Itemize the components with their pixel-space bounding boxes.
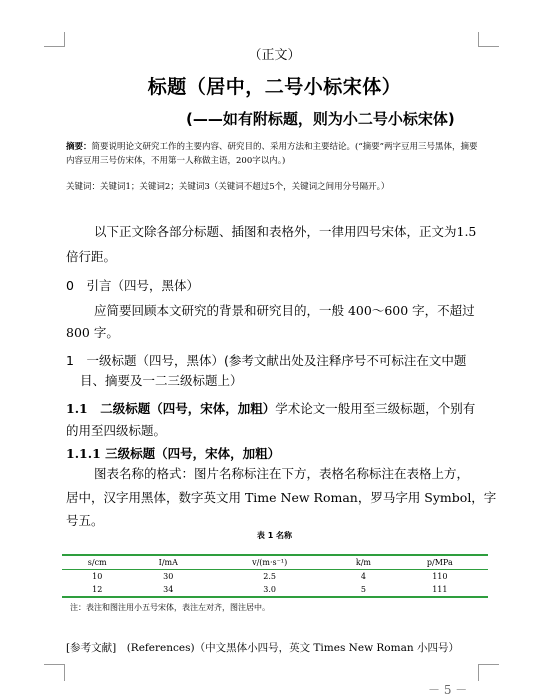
- abstract-label: 摘要：: [66, 142, 92, 152]
- table-cell: 2.5: [263, 572, 277, 581]
- table-cell: 4: [360, 572, 366, 581]
- section-1-1-text: 学术论文一般用至三级标题，个别有: [275, 401, 476, 416]
- keywords-text: 关键词1；关键词2；关键词3（关键词不超过5个，关键词之间用分号隔开。）: [100, 182, 390, 192]
- header-label: （正文）: [248, 48, 301, 63]
- abstract: [66, 140, 484, 168]
- section-1-1-1-heading: 1.1.1 三级标题（四号，宋体，加粗）: [66, 446, 281, 461]
- section-1-heading-line-1: 1 一级标题（四号，黑体）(参考文献出处及注释序号不可标注在文中题: [66, 353, 467, 368]
- table-cell: 5: [360, 585, 366, 594]
- section-1-1-heading: 1.1 二级标题（四号，宋体，加粗）: [66, 401, 276, 416]
- crop-mark-bottom-right: [478, 664, 499, 681]
- page-title: 标题（居中，二号小标宋体）: [147, 76, 402, 98]
- intro-line-1: 以下正文除各部分标题、插图和表格外，一律用四号宋体，正文为1.5: [94, 224, 477, 239]
- intro-line-2: 倍行距。: [66, 249, 117, 264]
- crop-mark-bottom-left: [44, 664, 65, 681]
- section-1-1-line-2: 的用至四级标题。: [66, 423, 167, 438]
- table-cell: 111: [432, 585, 448, 594]
- table-cell: 3.0: [263, 585, 277, 594]
- table-header-cell: p/MPa: [426, 558, 453, 567]
- table-header-row: [62, 555, 488, 570]
- table-caption: 表 1 名称: [256, 531, 293, 540]
- table-cell: 10: [92, 572, 103, 581]
- section-0-line-1: 应简要回顾本文研究的背景和研究目的，一般 400～600 字，不超过: [94, 303, 475, 318]
- table-header-cell: v/(m·s⁻¹): [252, 558, 288, 567]
- section-1-1-line-1: [66, 398, 475, 420]
- keywords: [66, 180, 486, 194]
- table-header-cell: I/mA: [158, 558, 178, 567]
- subtitle: (——如有附标题，则为小二号小标宋体): [186, 110, 455, 128]
- section-1-1-1-line-2: 居中，汉字用黑体，数字英文用 Time New Roman，罗马字用 Symbol，字: [66, 490, 497, 505]
- table-cell: 110: [432, 572, 448, 581]
- keywords-label: 关键词：: [66, 182, 101, 192]
- table-header-cell: k/m: [355, 558, 371, 567]
- table-header-cell: s/cm: [87, 558, 107, 567]
- table-row: [62, 583, 488, 597]
- table-cell: 30: [163, 572, 174, 581]
- table-note: 注：表注和图注用小五号宋体，表注左对齐，图注居中。: [70, 603, 270, 612]
- table-cell: 34: [163, 585, 174, 594]
- data-table: [62, 554, 488, 598]
- section-1-1-1-line-3: 号五。: [66, 513, 104, 528]
- section-1-heading-line-2: 目、摘要及一二三级标题上）: [80, 373, 243, 388]
- references-heading: [参考文献] (References)（中文黑体小四号，英文 Times New Roman 小四号）: [66, 642, 459, 654]
- section-0-line-2: 800 字。: [66, 325, 119, 340]
- page-number: － 5 －: [428, 683, 468, 697]
- section-0-heading: 0 引言（四号，黑体）: [66, 278, 199, 293]
- table-cell: 12: [92, 585, 103, 594]
- abstract-text: 简要说明论文研究工作的主要内容、研究目的、采用方法和主要结论。(“摘要”两字豆用三号黑体，摘要内容豆用三号仿宋体，不用第一人称做主语，200字以内。): [66, 142, 478, 166]
- table-row: [62, 570, 488, 584]
- section-1-1-1-line-1: 图表名称的格式：图片名称标注在下方，表格名称标注在表格上方，: [94, 466, 470, 481]
